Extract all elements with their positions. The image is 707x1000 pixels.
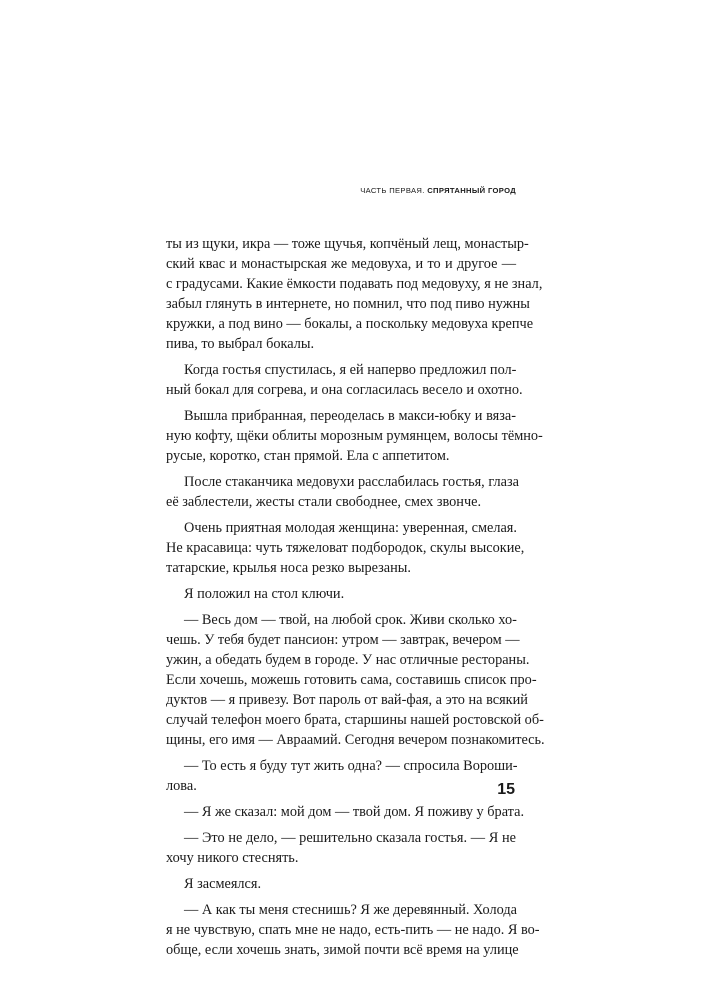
text-line: я не чувствую, спать мне не надо, есть-пить — не надо. Я во-: [166, 922, 540, 938]
text-line: кружки, а под вино — бокалы, а поскольку медовуха крепче: [166, 316, 534, 332]
text-line: дуктов — я привезу. Вот пароль от вай-фая, а это на всякий: [166, 692, 528, 708]
text-line: случай телефон моего брата, старшины нашей ростовской об-: [166, 712, 544, 728]
page-number: 15: [497, 781, 515, 798]
running-head-section: СПРЯТАННЫЙ ГОРОД: [427, 186, 516, 195]
text-line: ный бокал для согрева, и она согласилась весело и охотно.: [166, 382, 523, 398]
text-line: Когда гостья спустилась, я ей наперво предложил пол-: [184, 362, 517, 378]
text-line: Я положил на стол ключи.: [184, 586, 345, 602]
text-line: ский квас и монастырская же медовуха, и то и другое —: [166, 256, 516, 272]
text-line: — А как ты меня стеснишь? Я же деревянный. Холода: [184, 902, 517, 918]
paragraph: [166, 802, 525, 822]
paragraph: [166, 828, 516, 868]
paragraph: [166, 874, 516, 894]
text-line: её заблестели, жесты стали свободнее, смех звонче.: [166, 494, 482, 510]
text-line: обще, если хочешь знать, зимой почти всё время на улице: [166, 942, 519, 958]
paragraph: [166, 518, 525, 578]
text-line: — Я же сказал: мой дом — твой дом. Я поживу у брата.: [184, 804, 525, 820]
text-line: Очень приятная молодая женщина: уверенная, смелая.: [184, 520, 517, 536]
text-line: Если хочешь, можешь готовить сама, составишь список про-: [166, 672, 537, 688]
text-line: Не красавица: чуть тяжеловат подбородок, скулы высокие,: [166, 540, 525, 556]
text-line: Я засмеялся.: [184, 876, 262, 892]
text-line: лова.: [166, 778, 197, 794]
text-line: забыл глянуть в интернете, но помнил, что под пиво нужны: [166, 296, 530, 312]
paragraph: [166, 610, 545, 750]
text-line: — Это не дело, — решительно сказала гостья. — Я не: [184, 830, 516, 846]
paragraph: [166, 900, 540, 960]
text-line: с градусами. Какие ёмкости подавать под медовуху, я не знал,: [166, 276, 543, 292]
text-line: русые, коротко, стан прямой. Ела с аппетитом.: [166, 448, 450, 464]
running-head: [360, 186, 516, 195]
text-line: — Весь дом — твой, на любой срок. Живи сколько хо-: [184, 612, 517, 628]
body-text: [166, 234, 545, 960]
text-line: хочу никого стеснять.: [166, 850, 299, 866]
paragraph: [166, 472, 519, 512]
text-line: Вышла прибранная, переоделась в макси-юбку и вяза-: [184, 408, 516, 424]
text-line: татарские, крылья носа резко вырезаны.: [166, 560, 411, 576]
paragraph: [166, 234, 543, 354]
text-line: щины, его имя — Авраамий. Сегодня вечером познакомитесь.: [166, 732, 545, 748]
running-head-part: ЧАСТЬ ПЕРВАЯ.: [360, 186, 425, 195]
paragraph: [166, 360, 523, 400]
paragraph: [166, 406, 543, 466]
text-line: ужин, а обедать будем в городе. У нас отличные рестораны.: [166, 652, 530, 668]
text-line: — То есть я буду тут жить одна? — спросила Вороши-: [184, 758, 518, 774]
text-line: пива, то выбрал бокалы.: [166, 336, 315, 352]
text-line: После стаканчика медовухи расслабилась гостья, глаза: [184, 474, 519, 490]
text-line: ты из щуки, икра — тоже щучья, копчёный лещ, монастыр-: [166, 236, 529, 252]
paragraph: [166, 584, 516, 604]
paragraph: [166, 756, 516, 796]
text-line: ную кофту, щёки облиты морозным румянцем, волосы тёмно-: [166, 428, 543, 444]
text-line: чешь. У тебя будет пансион: утром — завтрак, вечером —: [166, 632, 520, 648]
